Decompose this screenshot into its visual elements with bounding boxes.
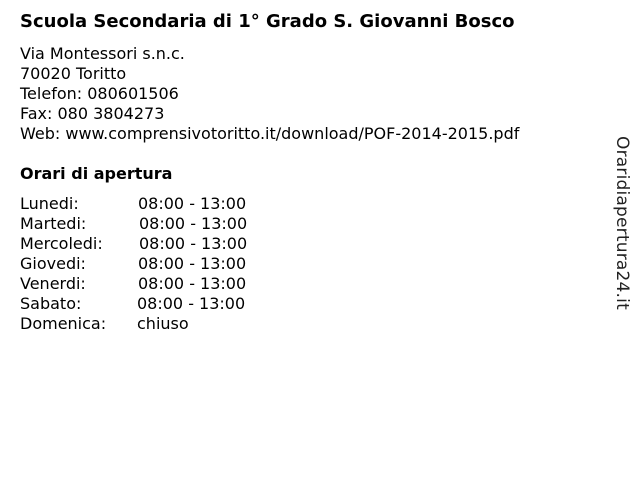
hours-row-tuesday [20, 214, 320, 234]
hours-row-thursday [20, 254, 320, 274]
time-value: 08:00 - 13:00 [138, 254, 247, 273]
time-value: 08:00 - 13:00 [138, 274, 247, 293]
opening-hours-table [20, 194, 320, 334]
time-value: 08:00 - 13:00 [139, 214, 248, 233]
opening-hours-heading: Orari di apertura [20, 164, 173, 183]
website-link[interactable]: Web: www.comprensivotoritto.it/download/POF-2014-2015.pdf [20, 124, 520, 143]
address-city: 70020 Toritto [20, 64, 127, 83]
phone-number: Telefon: 080601506 [20, 84, 179, 103]
hours-row-monday [20, 194, 320, 214]
time-value: 08:00 - 13:00 [138, 194, 247, 213]
contact-info [20, 44, 519, 144]
day-label: Giovedi: [20, 254, 86, 273]
address-street: Via Montessori s.n.c. [20, 44, 185, 63]
time-value: 08:00 - 13:00 [137, 294, 246, 313]
page-title: Scuola Secondaria di 1° Grado S. Giovanni Bosco [20, 11, 515, 32]
fax-number: Fax: 080 3804273 [20, 104, 165, 123]
day-label: Martedi: [20, 214, 87, 233]
day-label: Sabato: [20, 294, 82, 313]
hours-row-sunday [20, 314, 320, 334]
hours-row-saturday [20, 294, 320, 314]
hours-row-wednesday [20, 234, 320, 254]
day-label: Lunedi: [20, 194, 79, 213]
time-value: chiuso [137, 314, 189, 333]
site-watermark: Oraridiapertura24.it [612, 136, 632, 310]
day-label: Mercoledi: [20, 234, 103, 253]
day-label: Venerdi: [20, 274, 86, 293]
day-label: Domenica: [20, 314, 107, 333]
hours-row-friday [20, 274, 320, 294]
time-value: 08:00 - 13:00 [139, 234, 248, 253]
